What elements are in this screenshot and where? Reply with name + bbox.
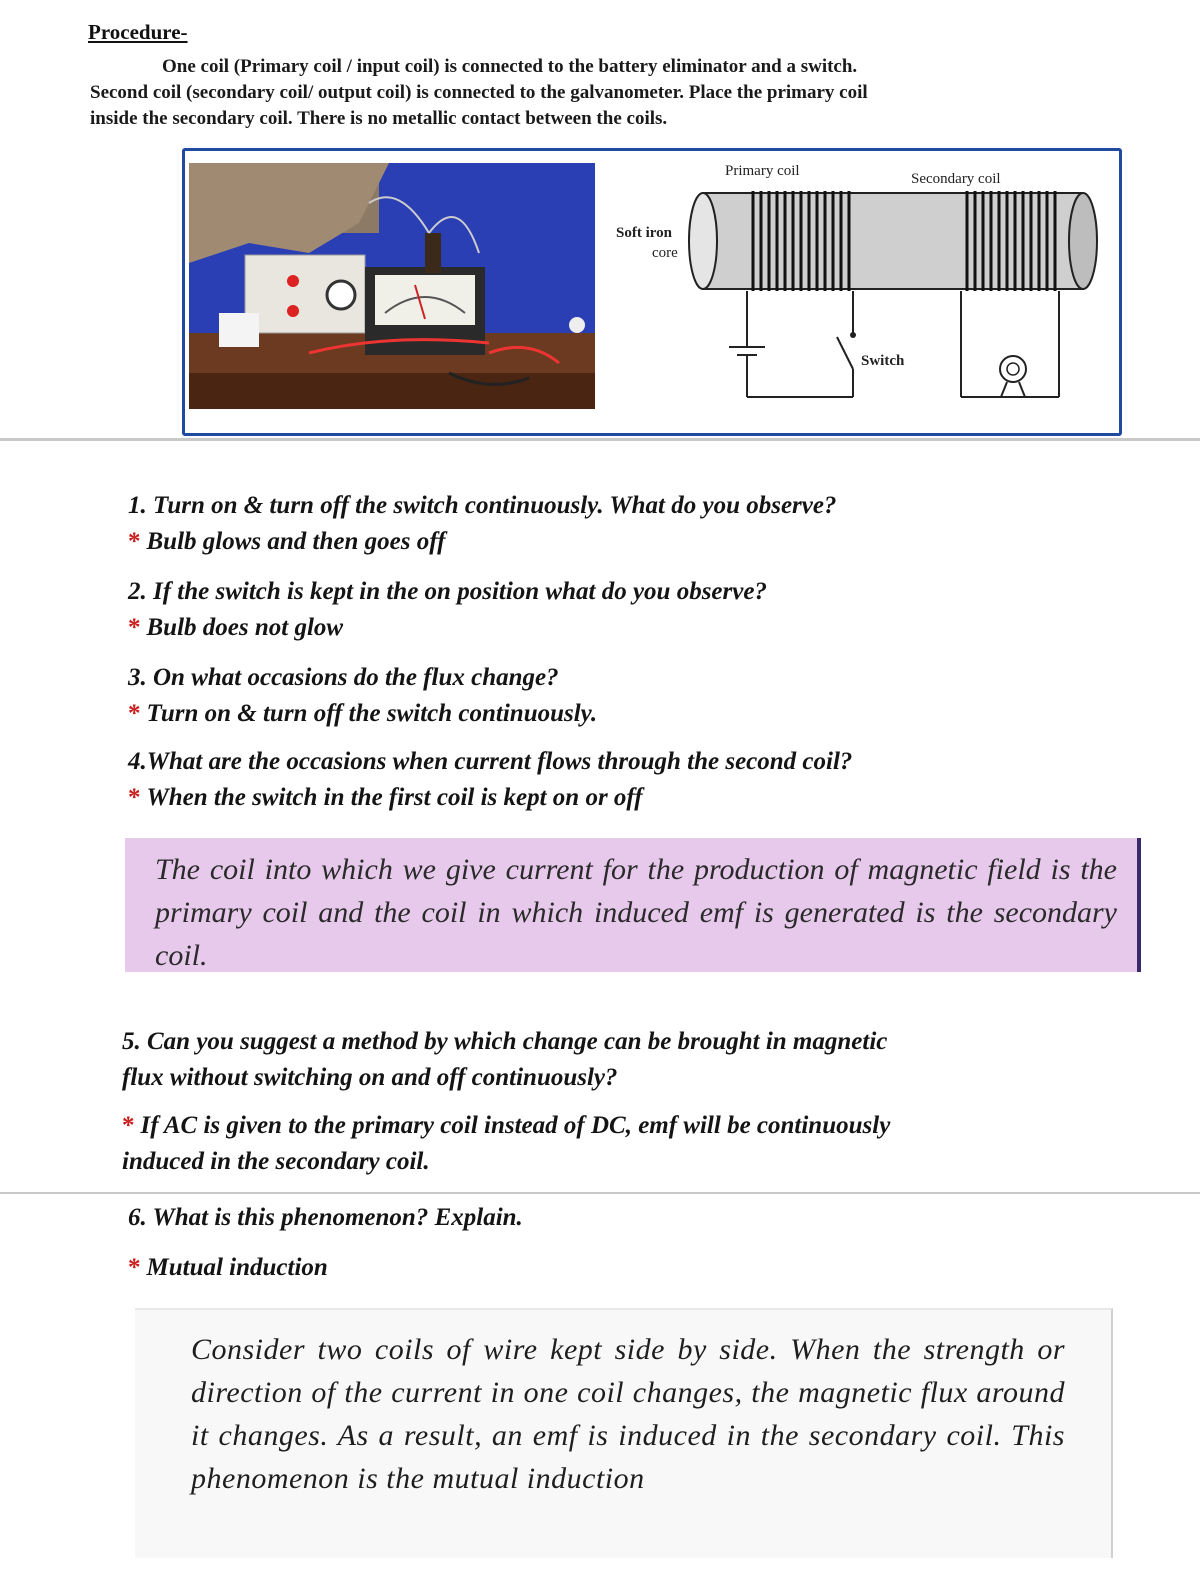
question-1: 1. Turn on & turn off the switch continuously. What do you observe? <box>128 492 837 519</box>
coil-diagram-graphic <box>603 151 1115 431</box>
coil-diagram <box>603 151 1115 431</box>
procedure-line-1: One coil (Primary coil / input coil) is connected to the battery eliminator and a switch. <box>162 56 858 77</box>
answer-4-text: When the switch in the first coil is kept on or off <box>146 784 643 811</box>
answer-3 <box>128 696 1128 732</box>
definition-box <box>125 838 1141 972</box>
apparatus-photo-graphic <box>189 163 595 409</box>
question-block-1 <box>128 488 1128 560</box>
question-4: 4.What are the occasions when current flows through the second coil? <box>128 748 853 775</box>
answer-6 <box>128 1250 1128 1286</box>
answer-6-text: Mutual induction <box>146 1254 328 1281</box>
answer-5-line-1 <box>122 1108 1122 1144</box>
bullet-star: * <box>128 528 141 555</box>
answer-5-line-2: induced in the secondary coil. <box>122 1148 430 1175</box>
bullet-star: * <box>128 1254 141 1281</box>
section-divider <box>0 438 1200 441</box>
question-block-5 <box>122 1024 1122 1180</box>
answer-1-text: Bulb glows and then goes off <box>146 528 446 555</box>
soft-iron-label: Soft iron <box>616 225 672 241</box>
core-label: core <box>652 245 678 261</box>
answer-1 <box>128 524 1128 560</box>
primary-coil-label: Primary coil <box>725 163 800 179</box>
procedure-line-2: Second coil (secondary coil/ output coil) is connected to the galvanometer. Place the primary coil <box>90 82 868 103</box>
bullet-star: * <box>122 1112 135 1139</box>
apparatus-photo <box>189 163 595 409</box>
question-3: 3. On what occasions do the flux change? <box>128 664 559 691</box>
question-block-4 <box>128 744 1128 816</box>
answer-5-text-1: If AC is given to the primary coil instead of DC, emf will be continuously <box>140 1112 891 1139</box>
question-5-line-2: flux without switching on and off continuously? <box>122 1064 618 1091</box>
question-6: 6. What is this phenomenon? Explain. <box>128 1204 523 1231</box>
procedure-title: Procedure- <box>88 20 188 44</box>
secondary-coil-label: Secondary coil <box>911 171 1001 187</box>
answer-2 <box>128 610 1128 646</box>
question-block-2 <box>128 574 1128 646</box>
experiment-figure <box>182 148 1122 436</box>
question-2: 2. If the switch is kept in the on position what do you observe? <box>128 578 767 605</box>
bullet-star: * <box>128 700 141 727</box>
mutual-induction-text: Consider two coils of wire kept side by side. When the strength or direction of the current in one coil changes, the magnetic flux around it changes. As a result, an emf is induced in the secondary coil. This phenomenon is the mutual induction <box>191 1333 1065 1495</box>
bullet-star: * <box>128 784 141 811</box>
question-block-3 <box>128 660 1128 732</box>
procedure-line-3: inside the secondary coil. There is no metallic contact between the coils. <box>90 108 668 129</box>
question-5-line-1: 5. Can you suggest a method by which change can be brought in magnetic <box>122 1028 888 1055</box>
bullet-star: * <box>128 614 141 641</box>
question-block-6 <box>128 1200 1128 1286</box>
definition-text: The coil into which we give current for the production of magnetic field is the primary coil and the coil in which induced emf is generated is the secondary coil. <box>155 853 1117 972</box>
answer-3-text: Turn on & turn off the switch continuously. <box>146 700 598 727</box>
mutual-induction-box <box>135 1308 1113 1558</box>
switch-label: Switch <box>861 353 905 369</box>
section-divider-2 <box>0 1192 1200 1194</box>
procedure-text <box>90 54 1065 132</box>
answer-2-text: Bulb does not glow <box>146 614 344 641</box>
answer-4 <box>128 780 1128 816</box>
